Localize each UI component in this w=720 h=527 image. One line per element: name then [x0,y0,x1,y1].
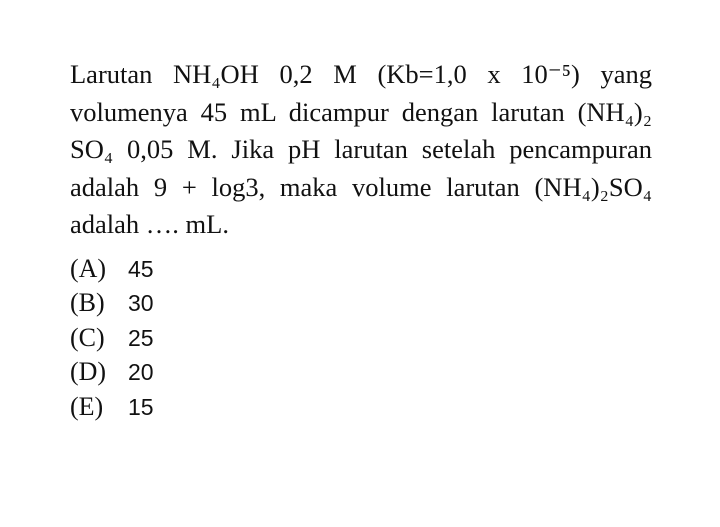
option-a [70,252,652,287]
option-e [70,390,652,425]
option-letter: (A) [70,253,107,283]
option-letter: (E) [70,391,104,421]
option-value: 45 [128,255,154,282]
option-letter: (B) [70,288,105,317]
question-block [70,56,652,424]
option-d [70,355,652,390]
option-value: 15 [128,393,154,420]
option-value: 30 [128,290,154,316]
option-value: 25 [128,324,154,351]
option-c [70,321,652,356]
question-stem: Larutan NH₄OH 0,2 M (Kb=1,0 x 10⁻⁵) yang volumenya 45 mL dicampur dengan larutan (NH₄)₂ SO₄ 0,05 M. Jika pH larutan setelah pencampuran adalah 9 + log3, maka volume larutan (NH₄)₂SO₄ adalah …. mL. [70,59,652,239]
option-letter: (C) [70,322,105,352]
answer-options [70,252,652,425]
option-value: 20 [128,359,154,385]
option-b [70,286,652,321]
option-letter: (D) [70,357,107,386]
